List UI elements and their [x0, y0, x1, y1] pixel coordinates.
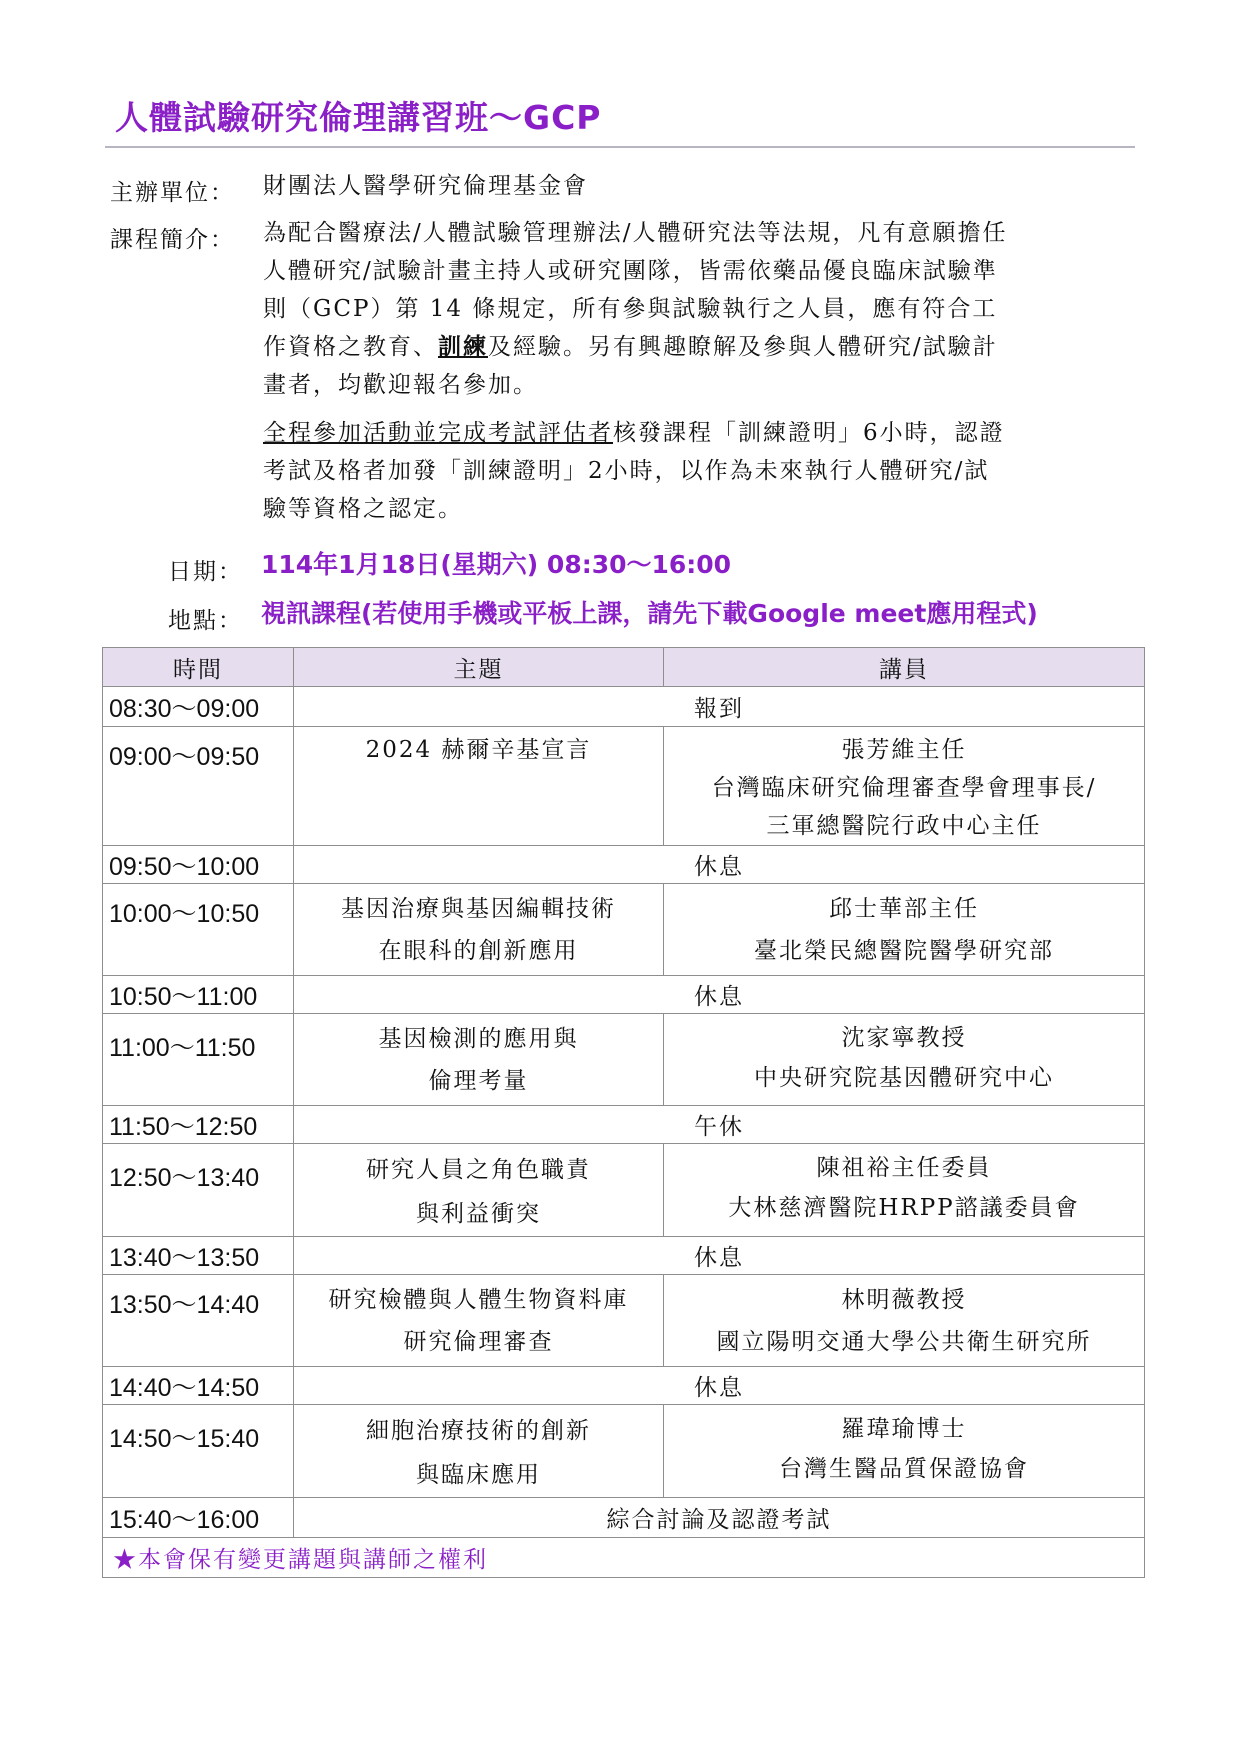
time-cell: 10:00～10:50 [103, 884, 294, 976]
intro-line: 則（GCP）第 14 條規定，所有參與試驗執行之人員，應有符合工 [263, 296, 998, 322]
speaker-affiliation: 三軍總醫院行政中心主任 [766, 813, 1042, 839]
header-speaker: 講員 [664, 648, 1145, 687]
table-row [103, 846, 1145, 884]
table-row [103, 1367, 1145, 1405]
intro-line: 考試及格者加發「訓練證明」2小時，以作為未來執行人體研究/試 [263, 458, 990, 484]
time-cell: 08:30～09:00 [103, 687, 294, 727]
speaker-cell [664, 1405, 1145, 1498]
topic-cell [294, 1014, 664, 1106]
location-value: 視訊課程(若使用手機或平板上課，請先下載Google meet應用程式) [261, 599, 1038, 628]
time-cell: 13:40～13:50 [103, 1237, 294, 1275]
topic-line: 2024 赫爾辛基宣言 [365, 737, 592, 763]
time-cell: 14:40～14:50 [103, 1367, 294, 1405]
session-cell: 休息 [294, 846, 1145, 884]
speaker-name: 陳祖裕主任委員 [816, 1155, 992, 1181]
location-label: 地點： [168, 608, 243, 634]
speaker-cell [664, 727, 1145, 846]
speaker-name: 張芳維主任 [841, 737, 967, 763]
speaker-cell [664, 1275, 1145, 1367]
speaker-name: 邱士華部主任 [829, 896, 979, 922]
speaker-affiliation: 台灣臨床研究倫理審查學會理事長/ [711, 775, 1097, 801]
session-cell: 午休 [294, 1106, 1145, 1144]
intro-line: 畫者，均歡迎報名參加。 [263, 372, 538, 398]
table-row [103, 884, 1145, 976]
session-cell: 綜合討論及認證考試 [294, 1498, 1145, 1538]
speaker-affiliation: 台灣生醫品質保證協會 [779, 1456, 1029, 1482]
topic-cell [294, 727, 664, 846]
session-cell: 休息 [294, 1367, 1145, 1405]
time-cell: 12:50～13:40 [103, 1144, 294, 1237]
topic-line: 在眼科的創新應用 [378, 938, 579, 964]
header-time: 時間 [103, 648, 294, 687]
topic-cell [294, 884, 664, 976]
header-topic: 主題 [294, 648, 664, 687]
table-header-row [103, 648, 1145, 687]
speaker-cell [664, 1144, 1145, 1237]
topic-line: 研究倫理審查 [403, 1329, 554, 1355]
speaker-affiliation: 國立陽明交通大學公共衛生研究所 [716, 1329, 1092, 1355]
table-row [103, 1014, 1145, 1106]
table-row [103, 1144, 1145, 1237]
time-cell: 11:00～11:50 [103, 1014, 294, 1106]
topic-line: 與臨床應用 [416, 1462, 541, 1488]
intro-line: 為配合醫療法/人體試驗管理辦法/人體研究法等法規，凡有意願擔任 [263, 220, 1008, 246]
topic-line: 研究人員之角色職責 [366, 1157, 591, 1183]
table-note-row [103, 1538, 1145, 1578]
topic-line: 基因治療與基因編輯技術 [341, 896, 616, 922]
time-cell: 14:50～15:40 [103, 1405, 294, 1498]
time-cell: 13:50～14:40 [103, 1275, 294, 1367]
speaker-affiliation: 臺北榮民總醫院醫學研究部 [754, 938, 1054, 964]
table-row [103, 727, 1145, 846]
date-label: 日期： [168, 559, 243, 585]
session-cell: 報到 [294, 687, 1145, 727]
topic-line: 與利益衝突 [416, 1201, 541, 1227]
title-divider [105, 146, 1135, 148]
speaker-cell [664, 1014, 1145, 1106]
speaker-name: 林明薇教授 [841, 1287, 967, 1313]
time-cell: 09:00～09:50 [103, 727, 294, 846]
speaker-name: 羅瑋瑜博士 [841, 1416, 967, 1442]
intro-line: 驗等資格之認定。 [263, 496, 463, 522]
table-row [103, 1275, 1145, 1367]
topic-line: 倫理考量 [428, 1068, 529, 1094]
attendance-condition: 全程參加活動並完成考試評估者 [263, 420, 613, 446]
speaker-affiliation: 大林慈濟醫院HRPP諮議委員會 [728, 1195, 1080, 1221]
topic-line: 細胞治療技術的創新 [366, 1418, 591, 1444]
training-emphasis: 訓練 [438, 333, 488, 360]
table-row [103, 1405, 1145, 1498]
table-row [103, 1498, 1145, 1538]
topic-cell [294, 1144, 664, 1237]
table-row [103, 976, 1145, 1014]
intro-line: 全程參加活動並完成考試評估者核發課程「訓練證明」6小時，認證 [263, 420, 1005, 446]
topic-line: 研究檢體與人體生物資料庫 [328, 1287, 629, 1313]
disclaimer-note: ★本會保有變更講題與講師之權利 [103, 1538, 1145, 1578]
time-cell: 10:50～11:00 [103, 976, 294, 1014]
speaker-affiliation: 中央研究院基因體研究中心 [754, 1065, 1054, 1091]
table-row [103, 1237, 1145, 1275]
speaker-name: 沈家寧教授 [841, 1025, 967, 1051]
time-cell: 09:50～10:00 [103, 846, 294, 884]
intro-paragraph-1 [263, 214, 1143, 404]
page-title: 人體試驗研究倫理講習班～GCP [115, 98, 602, 137]
time-cell: 11:50～12:50 [103, 1106, 294, 1144]
topic-cell [294, 1275, 664, 1367]
organizer-value: 財團法人醫學研究倫理基金會 [263, 173, 588, 199]
date-value: 114年1月18日(星期六) 08:30～16:00 [261, 550, 732, 579]
table-row [103, 1106, 1145, 1144]
schedule-table [102, 647, 1145, 1578]
intro-paragraph-2 [263, 414, 1143, 528]
intro-label: 課程簡介： [110, 227, 235, 253]
session-cell: 休息 [294, 1237, 1145, 1275]
session-cell: 休息 [294, 976, 1145, 1014]
topic-line: 基因檢測的應用與 [378, 1026, 579, 1052]
topic-cell [294, 1405, 664, 1498]
time-cell: 15:40～16:00 [103, 1498, 294, 1538]
speaker-cell [664, 884, 1145, 976]
table-row [103, 687, 1145, 727]
intro-line: 人體研究/試驗計畫主持人或研究團隊，皆需依藥品優良臨床試驗準 [263, 258, 998, 284]
organizer-label: 主辦單位： [110, 180, 235, 206]
intro-line: 作資格之教育、訓練及經驗。另有興趣瞭解及參與人體研究/試驗計 [263, 333, 998, 360]
